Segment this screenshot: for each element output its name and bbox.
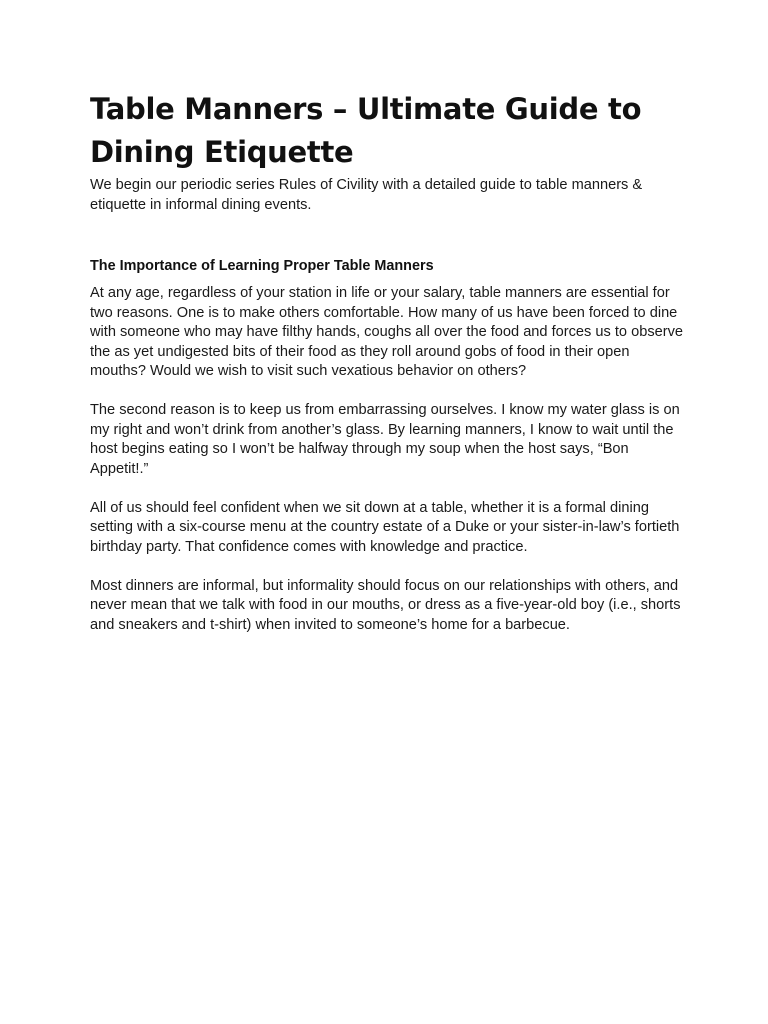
paragraph-3: All of us should feel confident when we sit down at a table, whether it is a formal dining setting with a six-course menu at the country estate of a Duke or your sister-in-law’s fortieth birthday party. That confidence comes with knowledge and practice. [90,499,680,555]
document-title: Table Manners – Ultimate Guide to Dining Etiquette [90,92,642,169]
section-heading: The Importance of Learning Proper Table Manners [90,258,434,274]
document-page [90,88,684,655]
paragraph-4: Most dinners are informal, but informality should focus on our relationships with others, and never mean that we talk with food in our mouths, or dress as a five-year-old boy (i.e., shorts and sneakers and t-shirt) when invited to someone’s home for a barbecue. [90,577,681,633]
document-intro: We begin our periodic series Rules of Civility with a detailed guide to table manners & etiquette in informal dining events. [90,177,643,213]
paragraph-2: The second reason is to keep us from embarrassing ourselves. I know my water glass is on my right and won’t drink from another’s glass. By learning manners, I know to wait until the host begins eating so I won’t be halfway through my soup when the host says, “Bon Appetit!.” [90,402,680,477]
paragraph-1: At any age, regardless of your station in life or your salary, table manners are essential for two reasons. One is to make others comfortable. How many of us have been forced to dine with someone who may have filthy hands, coughs all over the food and forces us to observe the as yet undigested bits of their food as they roll around gobs of food in their open mouths? Would we wish to visit such vexatious behavior on others? [90,285,684,379]
